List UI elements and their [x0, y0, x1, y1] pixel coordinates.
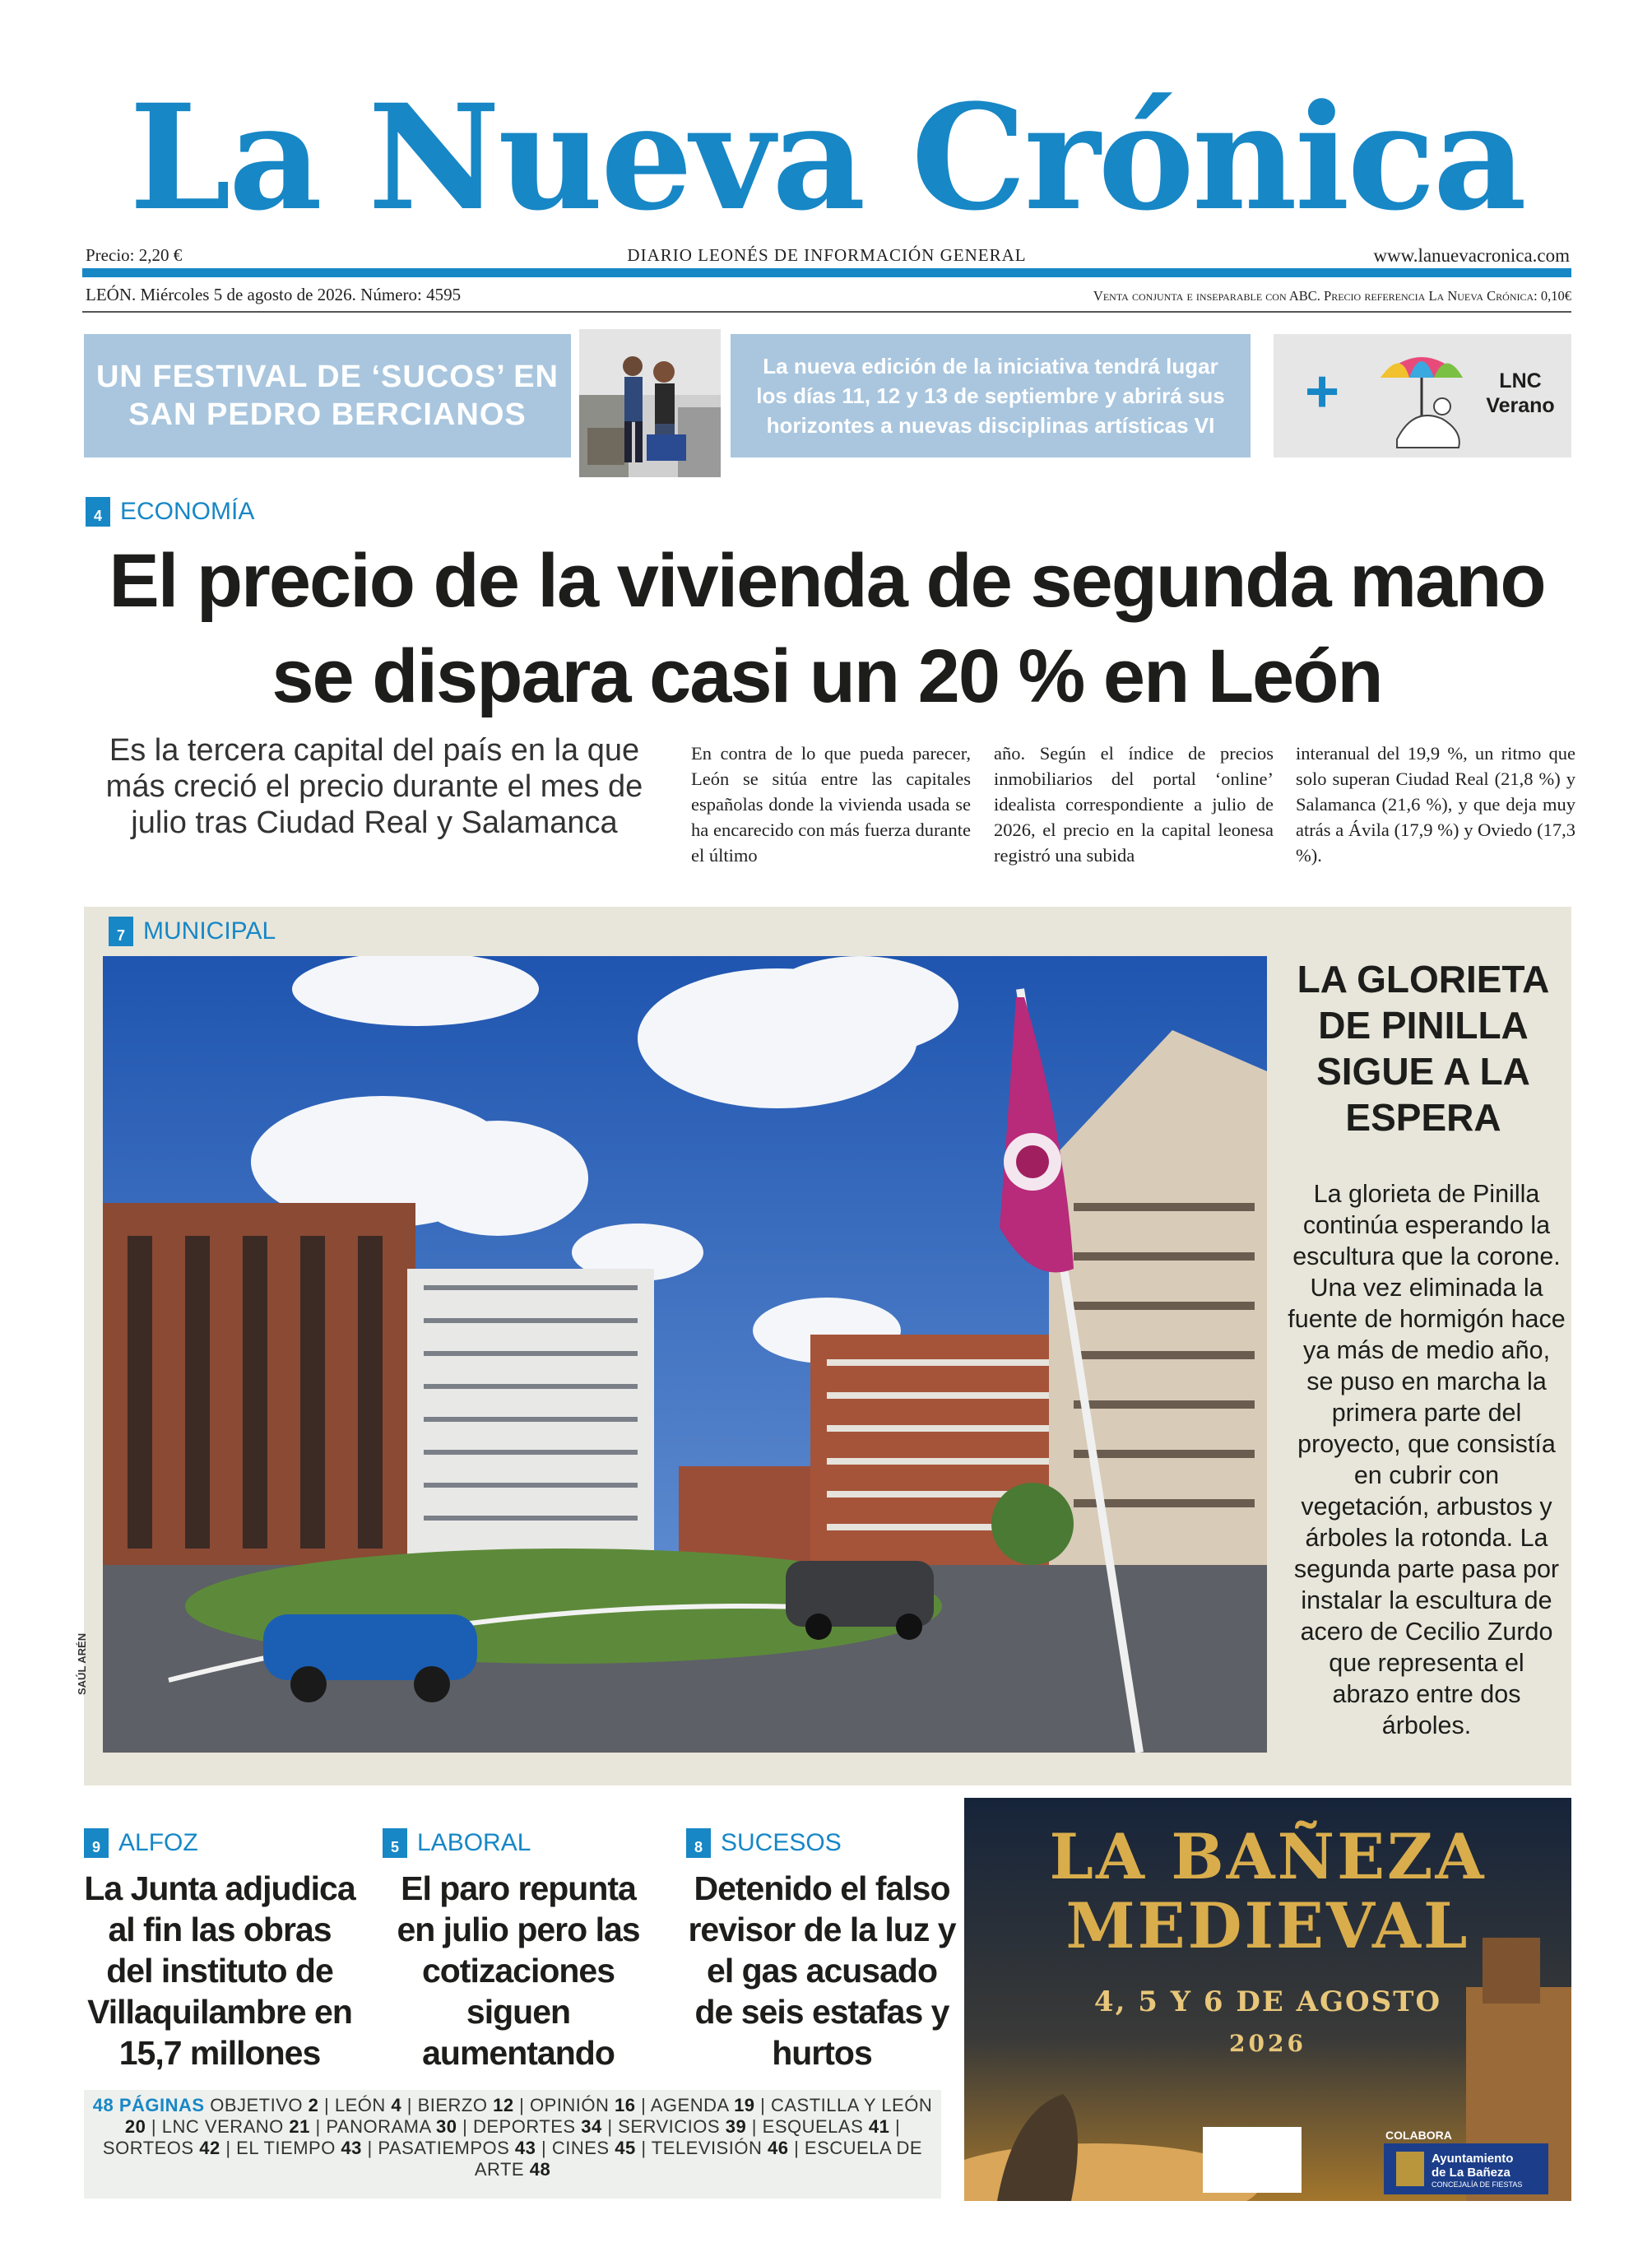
section-page-number: 9 — [84, 1828, 109, 1858]
story-headline[interactable]: El paro repunta en julio pero las cotizaciones siguen aumentando — [397, 1869, 640, 2072]
story-laboral[interactable] — [383, 1828, 654, 2073]
section-page-number: 7 — [109, 917, 133, 946]
tagline: DIARIO LEONÉS DE INFORMACIÓN GENERAL — [627, 245, 1027, 265]
section-name: LABORAL — [417, 1829, 531, 1856]
index-separator: | — [309, 2116, 327, 2137]
index-item[interactable]: SORTEOS 42 — [102, 2138, 220, 2158]
index-item[interactable]: ESCUELA DE ARTE 48 — [474, 2138, 923, 2180]
index-separator: | — [513, 2095, 531, 2115]
index-item[interactable]: DEPORTES 34 — [472, 2116, 602, 2137]
index-separator: | — [746, 2116, 763, 2137]
municipal-body: La glorieta de Pinilla continúa esperando la escultura que la corone. Una vez eliminada la fuente de hormigón hace ya más de medio año, se puso en marcha la primera parte del proyecto, que consistía en cubrir con vegetación, arbustos y árboles la rotonda. La segunda parte pasa por instalar la escultura de acero de Cecilio Zurdo que representa el abrazo entre dos árboles. — [1288, 1180, 1566, 1739]
glorieta-photo[interactable] — [103, 956, 1267, 1753]
ad-year: 2026 — [1229, 2030, 1306, 2057]
lead-headline[interactable]: El precio de la vivienda de segunda mano se dispara casi un 20 % en León — [109, 539, 1545, 718]
index-separator: | — [361, 2138, 378, 2158]
promo-festival[interactable] — [84, 334, 571, 457]
index-item[interactable]: OBJETIVO 2 — [210, 2095, 319, 2115]
ad-title-2: MEDIEVAL — [1065, 1889, 1470, 1962]
index-item[interactable]: CASTILLA Y LEÓN 20 — [124, 2095, 933, 2137]
ad-title-1: LA BAÑEZA — [1049, 1820, 1487, 1893]
index-item[interactable]: LNC VERANO 21 — [161, 2116, 310, 2137]
index-item[interactable]: AGENDA 19 — [650, 2095, 755, 2115]
index-item[interactable]: PANORAMA 30 — [326, 2116, 457, 2137]
index-item[interactable]: TELEVISIÓN 46 — [651, 2138, 789, 2158]
masthead-logo[interactable]: La Nueva Crónica — [129, 72, 1524, 243]
ad-sponsor-line-3: CONCEJALÍA DE FIESTAS — [1432, 2180, 1523, 2189]
index-separator: | — [635, 2095, 651, 2115]
index-item[interactable]: BIERZO 12 — [417, 2095, 514, 2115]
ad-la-baneza-medieval[interactable] — [964, 1798, 1571, 2201]
index-item[interactable]: ESQUELAS 41 — [762, 2116, 890, 2137]
ad-colabora: COLABORA — [1385, 2129, 1452, 2142]
section-name: ALFOZ — [118, 1829, 198, 1856]
index-separator: | — [889, 2116, 901, 2137]
beach-umbrella-icon — [1364, 341, 1479, 456]
ad-sponsor-line-2: de La Bañeza — [1432, 2166, 1510, 2180]
index-separator: | — [457, 2116, 473, 2137]
plus-icon: + — [1305, 359, 1340, 425]
section-label-alfoz — [84, 1828, 355, 1858]
index-separator: | — [754, 2095, 771, 2115]
website-link[interactable]: www.lanuevacronica.com — [1373, 245, 1570, 266]
lead-column-3: interanual del 19,9 %, un ritmo que solo superan Ciudad Real (21,8 %) y Salamanca (21,6 %), y que deja muy atrás a Ávila (17,9 %) y Oviedo (17,3 %). — [1296, 743, 1575, 866]
price: Precio: 2,20 € — [86, 245, 183, 265]
photo-credit: SAÚL ARÉN — [76, 1632, 88, 1695]
index-item[interactable]: PASATIEMPOS 43 — [378, 2138, 536, 2158]
section-label-municipal[interactable] — [109, 917, 276, 946]
section-name: ECONOMÍA — [120, 498, 255, 525]
promo-photo-image — [579, 329, 721, 477]
promo-text: La nueva edición de la iniciativa tendrá lugar los días 11, 12 y 13 de septiembre y abrirá sus horizontes a nuevas disciplinas artísticas VI — [756, 354, 1225, 438]
promo-title: UN FESTIVAL DE ‘SUCOS’ EN SAN PEDRO BERCIANOS — [95, 360, 559, 432]
index-separator: | — [401, 2095, 418, 2115]
index-separator: | — [635, 2138, 652, 2158]
abc-note: Venta conjunta e inseparable con ABC. Precio referencia La Nueva Crónica: 0,10€ — [1093, 288, 1571, 304]
section-label-economia[interactable] — [86, 497, 254, 527]
glorieta-photo-image — [103, 956, 1267, 1753]
promo-description[interactable] — [731, 334, 1251, 457]
story-headline[interactable]: La Junta adjudica al fin las obras del instituto de Villaquilambre en 15,7 millones — [84, 1869, 355, 2072]
supplement-lnc-verano[interactable] — [1274, 334, 1571, 457]
index-pages-label: 48 PÁGINAS — [92, 2095, 211, 2115]
promo-photo[interactable] — [579, 329, 721, 477]
index-item[interactable]: OPINIÓN 16 — [530, 2095, 636, 2115]
page-index — [84, 2090, 941, 2199]
ad-sponsor — [1432, 2152, 1547, 2189]
lead-subhead: Es la tercera capital del país en la que más creció el precio durante el mes de julio tras Ciudad Real y Salamanca — [105, 733, 643, 840]
index-item[interactable]: CINES 45 — [551, 2138, 636, 2158]
supplement-label-lnc: LNC — [1499, 369, 1542, 392]
supplement-label-verano: Verano — [1486, 394, 1555, 417]
index-separator: | — [536, 2138, 552, 2158]
section-name: SUCESOS — [721, 1829, 842, 1856]
lead-column-1: En contra de lo que pueda parecer, León se sitúa entre las capitales españolas donde la vivienda usada se ha encarecido con más fuerza durante el último — [691, 743, 971, 866]
index-separator: | — [220, 2138, 237, 2158]
section-label-sucesos — [686, 1828, 958, 1858]
edition-line: LEÓN. Miércoles 5 de agosto de 2026. Número: 4595 — [86, 285, 462, 304]
index-item[interactable]: SERVICIOS 39 — [618, 2116, 747, 2137]
lead-column-2: año. Según el índice de precios inmobiliarios del portal ‘online’ idealista correspondiente a julio de 2026, el precio en la capital leonesa registró una subida — [994, 743, 1274, 866]
section-label-laboral — [383, 1828, 654, 1858]
ad-organiza: ORGANIZA — [1219, 2129, 1281, 2143]
municipal-headline[interactable]: LA GLORIETA DE PINILLA SIGUE A LA ESPERA — [1297, 958, 1550, 1139]
story-headline[interactable]: Detenido el falso revisor de la luz y el gas acusado de seis estafas y hurtos — [688, 1869, 956, 2072]
index-item[interactable]: EL TIEMPO 43 — [236, 2138, 362, 2158]
index-separator: | — [601, 2116, 619, 2137]
section-page-number: 8 — [686, 1828, 711, 1858]
index-separator: | — [146, 2116, 162, 2137]
index-separator: | — [318, 2095, 335, 2115]
edition-rule — [82, 311, 1571, 313]
ad-sponsor-line-1: Ayuntamiento — [1432, 2152, 1514, 2166]
masthead-rule — [82, 268, 1571, 277]
section-name: MUNICIPAL — [143, 917, 276, 945]
index-separator: | — [788, 2138, 805, 2158]
story-sucesos[interactable] — [686, 1828, 958, 2073]
story-alfoz[interactable] — [84, 1828, 355, 2073]
ad-dates: 4, 5 Y 6 DE AGOSTO — [1093, 1985, 1442, 2018]
section-page-number: 5 — [383, 1828, 407, 1858]
index-item[interactable]: LEÓN 4 — [334, 2095, 402, 2115]
section-page-number: 4 — [86, 497, 110, 527]
